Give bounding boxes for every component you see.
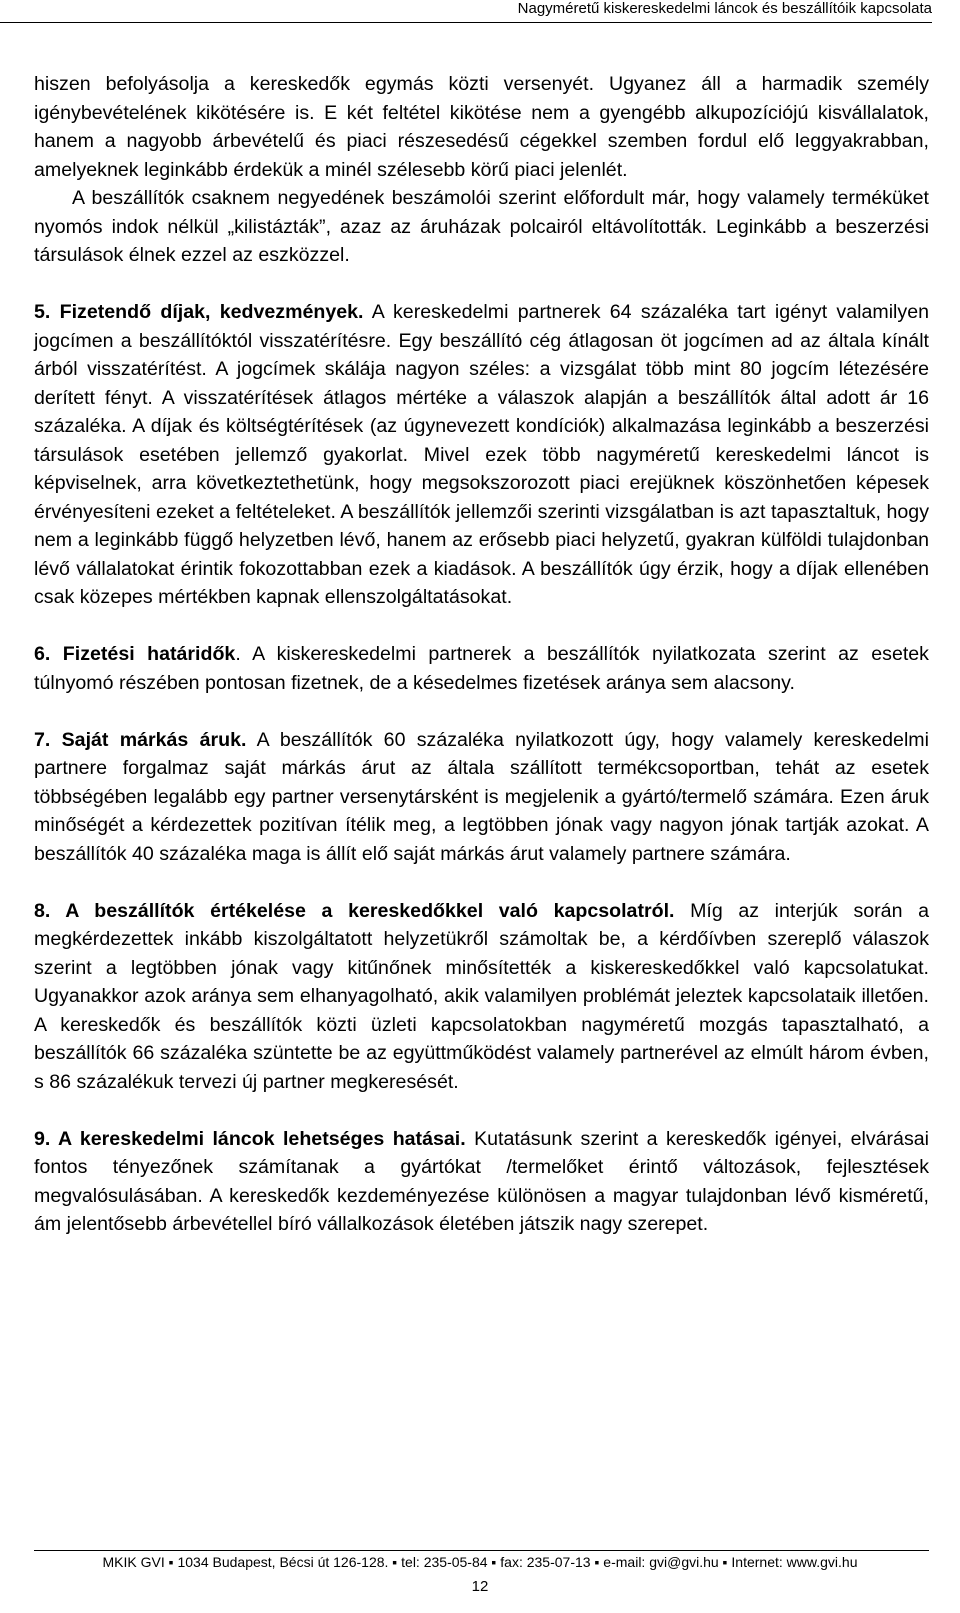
- spacer: [34, 868, 929, 897]
- spacer: [34, 612, 929, 641]
- section-7-heading: 7. Saját márkás áruk.: [34, 728, 247, 751]
- section-9-heading: 9. A kereskedelmi láncok lehetséges hatásai.: [34, 1127, 466, 1150]
- section-8-text: Míg az interjúk során a megkérdezettek inkább kiszolgáltatott helyzetükről számoltak be, a kérdőívben szereplő válaszok szerint a legtöbben jónak vagy kitűnőnek minősítették a kiskereskedőkkel való kapcsolatukat. Ugyanakkor azok aránya sem elhanyagolható, akik valamilyen problémát jeleztek kapcsolataik illetően. A kereskedők és beszállítók közti üzleti kapcsolatokban nagyméretű mozgás tapasztalható, a beszállítók 66 százaléka szüntette be az együttműködést valamely partnerével az elmúlt három évben, s 86 százalékuk tervezi új partner megkeresését.: [34, 899, 929, 1093]
- section-6: [34, 640, 929, 697]
- paragraph-intro: hiszen befolyásolja a kereskedők egymás közti versenyét. Ugyanez áll a harmadik személy igénybevételének kikötésére is. E két feltétel kikötése nem a gyengébb alkupozíciójú kisvállalatok, hanem a nagyobb árbevételű és piaci részesedésű cégekkel szemben fordul elő leggyakrabban, amelyeknek leginkább érdekük a minél szélesebb körű piaci jelenlét.: [34, 73, 929, 181]
- section-5: [34, 298, 929, 612]
- footer-divider: [34, 1550, 929, 1551]
- section-9-text: Kutatásunk szerint a kereskedők igényei, elvárásai fontos tényezőnek számítanak a gyártókat /termelőket érintő változások, fejlesztések megvalósulásában. A kereskedők kezdeményezése különösen a magyar tulajdonban lévő kisméretű, ám jelentősebb árbevétellel bíró vállalkozások életében játszik nagy szerepet.: [34, 1127, 929, 1235]
- section-5-heading: 5. Fizetendő díjak, kedvezmények.: [34, 301, 364, 323]
- paragraph-delisting: A beszállítók csaknem negyedének beszámolói szerint előfordult már, hogy valamely terméküket nyomós indok nélkül „kilistázták”, azaz az áruházak polcairól eltávolították. Leginkább a beszerzési társulások élnek ezzel az eszközzel.: [34, 187, 929, 266]
- body-text: [34, 70, 929, 1239]
- running-header: [0, 0, 932, 23]
- section-8-heading: 8. A beszállítók értékelése a kereskedőkkel való kapcsolatról.: [34, 899, 675, 922]
- footer-contact: MKIK GVI ▪ 1034 Budapest, Bécsi út 126-128. ▪ tel: 235-05-84 ▪ fax: 235-07-13 ▪ e-mail: gvi@gvi.hu ▪ Internet: www.gvi.hu: [102, 1554, 858, 1570]
- section-8: [34, 897, 929, 1097]
- section-7-text: A beszállítók 60 százaléka nyilatkozott úgy, hogy valamely kereskedelmi partnere forgalmaz saját márkás árut az általa szállított termékcsoportban, tehát az esetek többségében legalább egy partner versenytársként is megjelenik a gyártó/termelő számára. Ezen áruk minőségét a kérdezettek pozitívan ítélik meg, a legtöbben jónak vagy nagyon jónak tartják azokat. A beszállítók 40 százaléka maga is állít elő saját márkás árut valamely partnere számára.: [34, 728, 929, 865]
- spacer: [34, 270, 929, 299]
- section-7: [34, 726, 929, 869]
- page-number: 12: [471, 1578, 489, 1595]
- section-6-heading: 6. Fizetési határidők: [34, 643, 236, 665]
- spacer: [34, 697, 929, 726]
- running-header-title: Nagyméretű kiskereskedelmi láncok és beszállítóik kapcsolata: [517, 0, 932, 17]
- section-9: [34, 1125, 929, 1239]
- spacer: [34, 1096, 929, 1125]
- section-5-text: A kereskedelmi partnerek 64 százaléka tart igényt valamilyen jogcímen a beszállítóktól visszatérítésre. Egy beszállító cég átlagosan öt jogcímen ad az általa kínált árból visszatérítést. A jogcímek skálája nagyon széles: a vizsgálat több mint 80 jogcím létezésére derített fényt. A visszatérítések átlagos mértéke a válaszok alapján a beszállítók által adott ár 16 százaléka. A díjak és költségtérítések (az úgynevezett kondíciók) alkalmazása leginkább a beszerzési társulások esetében jellemző gyakorlat. Mivel ezek több nagyméretű kereskedelmi láncot is képviselnek, arra következtethetünk, hogy megsokszorozott piaci erejüknek köszönhetően képesek érvényesíteni ezeket a feltételeket. A beszállítók jellemzői szerinti vizsgálatban is azt tapasztaltuk, hogy nem a leginkább függő helyzetben lévő, hanem az erősebb piaci helyzetű, gyakran külföldi tulajdonban lévő vállalatokat érintik fokozottabban ezek a kiadások. A beszállítók úgy érzik, hogy a díjak ellenében csak közepes mértékben kapnak ellenszolgáltatásokat.: [34, 301, 929, 608]
- section-6-text: . A kiskereskedelmi partnerek a beszállítók nyilatkozata szerint az esetek túlnyomó részében pontosan fizetnek, de a késedelmes fizetések aránya sem alacsony.: [34, 643, 929, 694]
